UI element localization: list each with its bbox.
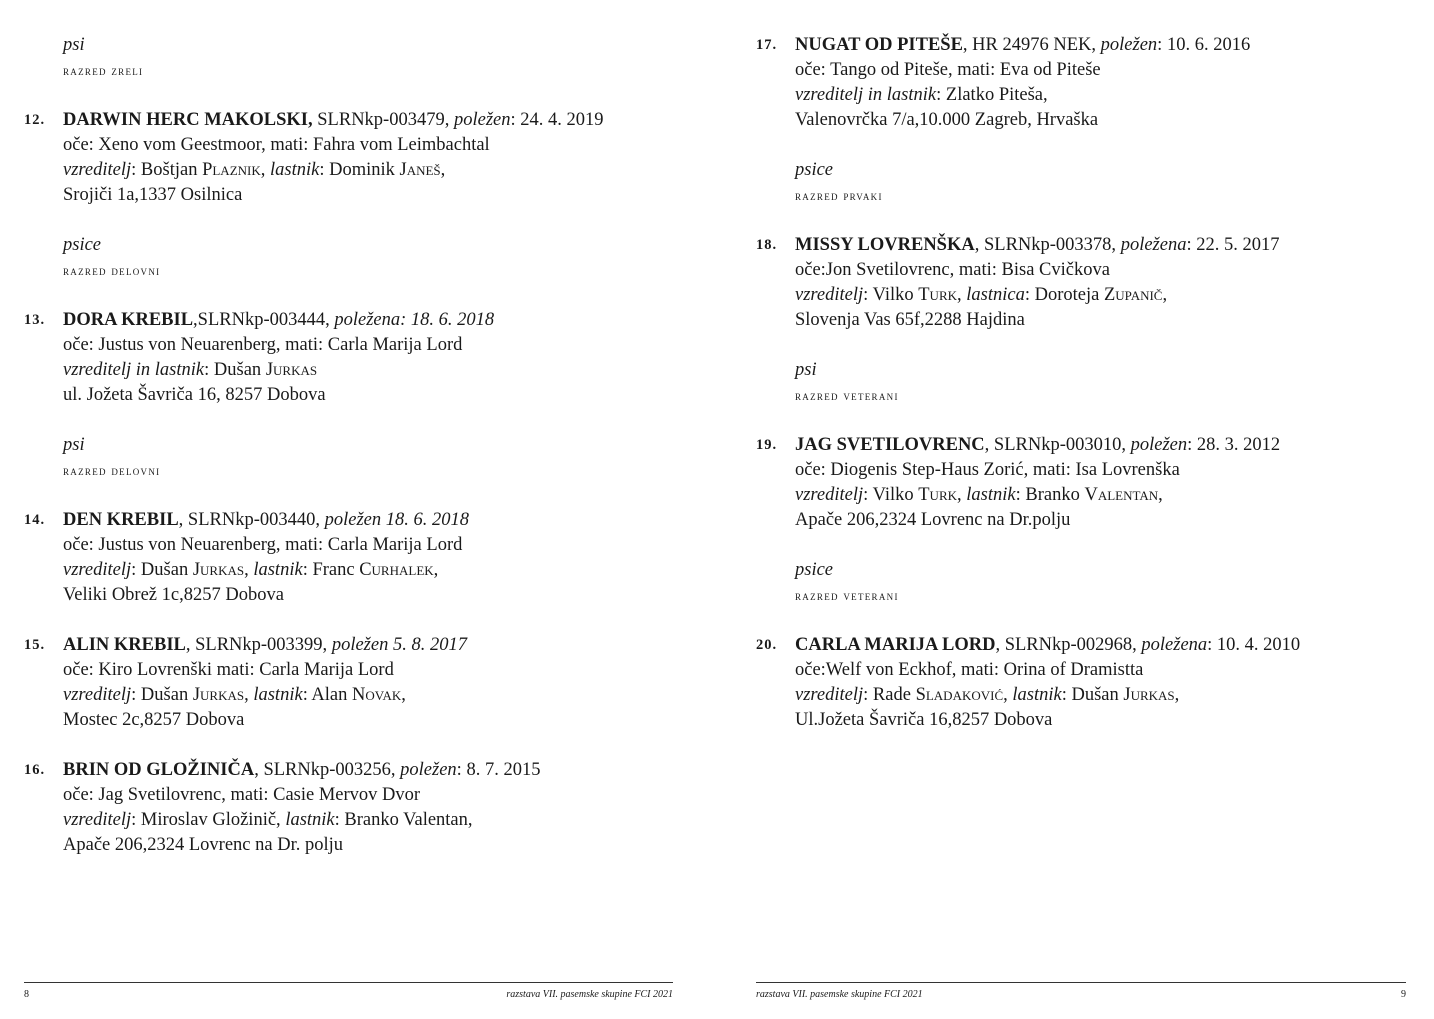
born-label: poležen 18. 6. 2018	[324, 510, 469, 530]
parents: oče: Diogenis Step-Haus Zorić, mati: Isa Lovrenška	[795, 460, 1180, 480]
gender-heading: psice	[795, 560, 834, 580]
entry-title-line	[24, 633, 604, 658]
dog-name: MISSY LOVRENŠKA	[795, 235, 975, 255]
born-date: 10. 6. 2016	[1166, 35, 1251, 55]
address: Veliki Obrež 1c,8257 Dobova	[63, 585, 284, 605]
catalog-entry	[756, 233, 1300, 333]
entry-number: 13.	[24, 312, 46, 328]
address: Apače 206,2324 Lovrenc na Dr.polju	[795, 510, 1071, 530]
dog-name: BRIN OD GLOŽINIČA	[63, 760, 255, 780]
catalog-entry	[756, 33, 1300, 133]
registration: , SLRNkp-003399,	[185, 635, 332, 655]
breeder-owner: vzreditelj: Vilko Turk, lastnik: Branko Valentan,	[795, 485, 1163, 505]
address: Mostec 2c,8257 Dobova	[63, 710, 245, 730]
address: Slovenja Vas 65f,2288 Hajdina	[795, 310, 1025, 330]
parents: oče:Welf von Eckhof, mati: Orina of Dramistta	[795, 660, 1144, 680]
born-label: poležen 5. 8. 2017	[331, 635, 467, 655]
class-heading: razred zreli	[63, 63, 144, 78]
gender-heading: psi	[63, 435, 85, 455]
born-date: 8. 7. 2015	[466, 760, 541, 780]
entry-title-line: BRIN OD GLOŽINIČA, SLRNkp-003256, poležen: 8. 7. 2015	[63, 760, 541, 780]
right-column	[756, 33, 1300, 733]
catalog-entry	[756, 633, 1300, 733]
parents: oče: Xeno vom Geestmoor, mati: Fahra vom Leimbachtal	[63, 135, 490, 155]
address: Ul.Jožeta Šavriča 16,8257 Dobova	[795, 710, 1053, 730]
registration: , SLRNkp-003440,	[178, 510, 325, 530]
born-date: 10. 4. 2010	[1216, 635, 1301, 655]
born-label: poležena	[1120, 235, 1187, 255]
entry-title-line: NUGAT OD PITEŠE, HR 24976 NEK, poležen: 10. 6. 2016	[795, 35, 1251, 55]
dog-name: DORA KREBIL	[63, 310, 194, 330]
parents: oče: Tango od Piteše, mati: Eva od Piteše	[795, 60, 1101, 80]
address: Srojiči 1a,1337 Osilnica	[63, 185, 243, 205]
breeder-owner: vzreditelj in lastnik: Dušan Jurkas	[63, 360, 318, 380]
breeder-owner: vzreditelj in lastnik: Zlatko Piteša,	[795, 85, 1048, 105]
dog-name: JAG SVETILOVRENC	[795, 435, 985, 455]
catalog-entry	[756, 433, 1300, 533]
entry-title-line	[24, 308, 604, 333]
gender-heading: psice	[63, 235, 102, 255]
dog-name: DARWIN HERC MAKOLSKI,	[63, 110, 313, 130]
born-label: poležena: 18. 6. 2018	[334, 310, 495, 330]
breeder-owner: vzreditelj: Dušan Jurkas, lastnik: Alan Novak,	[63, 685, 406, 705]
address: Apače 206,2324 Lovrenc na Dr. polju	[63, 835, 343, 855]
running-title: razstava VII. pasemske skupine FCI 2021	[756, 989, 923, 1000]
dog-name: CARLA MARIJA LORD	[795, 635, 996, 655]
entry-number: 14.	[24, 512, 46, 528]
parents: oče:Jon Svetilovrenc, mati: Bisa Cvičkova	[795, 260, 1110, 280]
gender-heading: psice	[795, 160, 834, 180]
gender-heading: psi	[63, 35, 85, 55]
dog-name: NUGAT OD PITEŠE	[795, 35, 963, 55]
entry-number: 19.	[756, 437, 778, 453]
breeder-owner: vzreditelj: Boštjan Plaznik, lastnik: Dominik Janeš,	[63, 160, 446, 180]
page-footer	[756, 982, 1406, 1005]
class-heading: razred prvaki	[795, 188, 883, 203]
catalog-entry	[24, 508, 604, 608]
registration: , SLRNkp-003378,	[974, 235, 1121, 255]
class-heading: razred veterani	[795, 588, 899, 603]
page-number: 9	[1401, 989, 1406, 1000]
born-label: poležen	[1100, 35, 1158, 55]
born-date: 22. 5. 2017	[1196, 235, 1280, 255]
entry-title-line: CARLA MARIJA LORD, SLRNkp-002968, poležena: 10. 4. 2010	[795, 635, 1301, 655]
address: ul. Jožeta Šavriča 16, 8257 Dobova	[63, 385, 326, 405]
registration: ,SLRNkp-003444,	[193, 310, 335, 330]
address: Valenovrčka 7/a,10.000 Zagreb, Hrvaška	[795, 110, 1099, 130]
dog-name: DEN KREBIL	[63, 510, 179, 530]
breeder-owner: vzreditelj: Rade Sladaković, lastnik: Dušan Jurkas,	[795, 685, 1180, 705]
breeder-owner: vzreditelj: Dušan Jurkas, lastnik: Franc Curhalek,	[63, 560, 439, 580]
born-date: 24. 4. 2019	[520, 110, 604, 130]
born-label: poležen	[400, 760, 457, 780]
born-label: poležena	[1141, 635, 1208, 655]
born-label: poležen	[453, 110, 511, 130]
class-heading: razred delovni	[63, 463, 161, 478]
right-page	[717, 0, 1434, 1019]
registration: , SLRNkp-003010,	[984, 435, 1131, 455]
page-number: 8	[24, 989, 29, 1000]
parents: oče: Justus von Neuarenberg, mati: Carla Marija Lord	[63, 335, 463, 355]
catalog-entry	[24, 758, 604, 858]
entry-number: 20.	[756, 637, 778, 653]
breeder-owner: vzreditelj: Miroslav Gložinič, lastnik: Branko Valentan,	[63, 810, 473, 830]
catalog-entry	[24, 108, 604, 208]
entry-number: 16.	[24, 762, 46, 778]
page-footer	[24, 982, 673, 1005]
registration: , SLRNkp-002968,	[995, 635, 1142, 655]
breeder-owner: vzreditelj: Vilko Turk, lastnica: Doroteja Zupanič,	[795, 285, 1168, 305]
entry-title-line	[24, 508, 604, 533]
entry-number: 12.	[24, 112, 46, 128]
entry-number: 18.	[756, 237, 778, 253]
parents: oče: Jag Svetilovrenc, mati: Casie Mervov Dvor	[63, 785, 421, 805]
entry-number: 15.	[24, 637, 46, 653]
parents: oče: Kiro Lovrenški mati: Carla Marija Lord	[63, 660, 394, 680]
gender-heading: psi	[795, 360, 817, 380]
entry-title-line: DARWIN HERC MAKOLSKI, SLRNkp-003479, poležen: 24. 4. 2019	[63, 110, 604, 130]
entry-title-line: MISSY LOVRENŠKA, SLRNkp-003378, poležena: 22. 5. 2017	[795, 235, 1280, 255]
catalog-entry	[24, 633, 604, 733]
class-heading: razred delovni	[63, 263, 161, 278]
registration: SLRNkp-003479,	[312, 110, 450, 130]
entry-number: 17.	[756, 37, 778, 53]
born-date: 28. 3. 2012	[1196, 435, 1281, 455]
left-column	[24, 33, 604, 858]
entry-title-line: JAG SVETILOVRENC, SLRNkp-003010, poležen: 28. 3. 2012	[795, 435, 1281, 455]
catalog-entry	[24, 308, 604, 408]
running-title: razstava VII. pasemske skupine FCI 2021	[506, 989, 673, 1000]
born-label: poležen	[1130, 435, 1188, 455]
parents: oče: Justus von Neuarenberg, mati: Carla Marija Lord	[63, 535, 463, 555]
registration: , SLRNkp-003256,	[254, 760, 401, 780]
class-heading: razred veterani	[795, 388, 899, 403]
dog-name: ALIN KREBIL	[63, 635, 186, 655]
registration: , HR 24976 NEK,	[962, 35, 1101, 55]
